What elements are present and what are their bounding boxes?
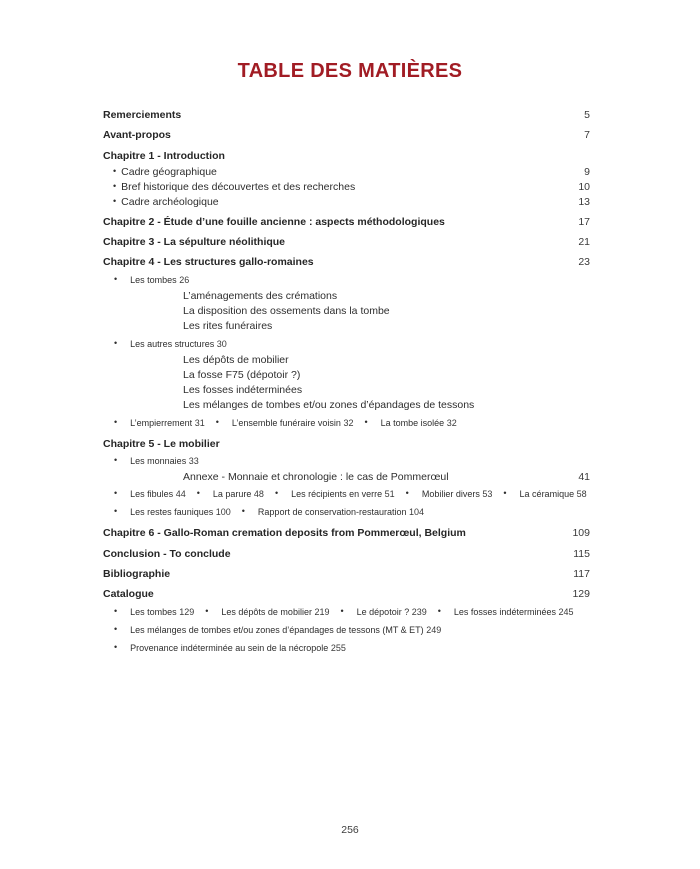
toc-entry-label [103, 289, 556, 304]
toc-entry-text: Chapitre 1 - Introduction [103, 149, 225, 162]
toc-entry-page: 32 [446, 417, 457, 428]
toc-entry-page: 53 [482, 489, 493, 500]
toc-entry [103, 547, 590, 562]
toc-entry [103, 194, 590, 209]
toc-entry-text: Provenance indéterminée au sein de la nécropole [130, 642, 329, 653]
toc-entry-label [103, 398, 556, 413]
toc-entry-text: Mobilier divers [421, 489, 480, 500]
toc-entry-label [194, 607, 312, 617]
toc-entry-label [395, 489, 480, 499]
toc-entry-label [103, 319, 556, 334]
toc-entry [103, 255, 590, 270]
bullet-icon: • [215, 417, 219, 427]
toc-entry-label [103, 567, 556, 582]
bullet-icon: • [364, 417, 368, 427]
toc-entry-label [103, 643, 328, 653]
toc-entry-label [103, 625, 424, 635]
toc-entry-page: 21 [578, 236, 590, 249]
toc-entry-page: 239 [411, 606, 427, 617]
toc-entry-label [103, 489, 173, 499]
toc-entry-label [103, 526, 556, 541]
toc-entry-text: Les fosses indéterminées [183, 384, 303, 397]
toc-entry-page: 30 [216, 338, 227, 349]
toc-entry-text: Chapitre 2 - Étude d’une fouille ancienne : aspects méthodologiques [103, 215, 445, 228]
toc-entry-text: Les autres structures [130, 338, 215, 349]
toc-entry [231, 504, 424, 519]
toc-entry-text: Les tombes [130, 274, 177, 285]
toc-entry-label [103, 255, 556, 270]
toc-entry-page: 10 [578, 181, 590, 194]
toc-entry-text: Les fosses indéterminées [453, 606, 556, 617]
bullet-icon: • [114, 624, 118, 634]
toc-entry-text: La fosse F75 (dépotoir ?) [183, 368, 301, 381]
toc-entry-text: La céramique [519, 489, 575, 500]
toc-entry-page: 9 [584, 165, 590, 178]
bullet-icon: • [113, 196, 117, 207]
toc-entry-label [205, 418, 341, 428]
toc-entry-label [103, 108, 556, 123]
toc-entry-text: L’ensemble funéraire voisin [231, 417, 341, 428]
toc-entry-label [353, 418, 444, 428]
toc-entry-text: Les fibules [130, 489, 174, 500]
toc-entry-label [186, 489, 252, 499]
toc-entry-page: 117 [573, 567, 590, 580]
bullet-icon: • [437, 606, 441, 616]
toc-entry-text: Chapitre 3 - La sépulture néolithique [103, 236, 286, 249]
toc-entry-page: 5 [584, 109, 590, 121]
bullet-icon: • [114, 417, 118, 427]
toc-entry [103, 470, 590, 485]
toc-entry-page: 249 [426, 624, 442, 635]
toc-entry-page: 31 [194, 417, 205, 428]
toc-entry-text: Rapport de conservation-restauration [257, 507, 407, 518]
bullet-icon: • [405, 489, 409, 499]
toc-entry [103, 604, 194, 619]
toc-entry-label [103, 383, 556, 398]
bullet-icon: • [503, 489, 507, 499]
toc-entry [103, 383, 590, 398]
toc-entry-text: Bibliographie [103, 567, 171, 580]
toc-entry-label [103, 456, 186, 466]
toc-entry [330, 604, 427, 619]
bullet-icon: • [340, 606, 344, 616]
toc-entry [103, 504, 231, 519]
bullet-icon: • [114, 338, 118, 348]
bullet-icon: • [274, 489, 279, 499]
toc-entry [103, 164, 590, 179]
toc-entry-page: 255 [330, 642, 346, 653]
toc-entry-page: 41 [578, 471, 590, 484]
toc-entry-page: 219 [314, 606, 330, 617]
toc-entry-text: L’empierrement [130, 417, 193, 428]
toc-entry-page: 129 [572, 588, 590, 601]
toc-entry-label [103, 470, 556, 485]
toc-entry-label [103, 149, 556, 164]
toc-entry-label [103, 437, 556, 452]
toc-entry [103, 336, 227, 351]
toc-entry-text: Chapitre 5 - Le mobilier [103, 437, 220, 450]
footer-page-number: 256 [341, 824, 359, 836]
toc-entry-page: 100 [215, 507, 231, 518]
toc-entry [103, 319, 590, 334]
toc-entry [194, 604, 329, 619]
toc-entry-page: 17 [578, 215, 590, 228]
toc-entry [103, 526, 590, 541]
toc-entry-text: Les dépôts de mobilier [183, 353, 289, 366]
toc-entry-label [427, 607, 556, 617]
toc-entry [103, 640, 346, 655]
toc-entry [492, 486, 586, 501]
toc-entry-label [264, 489, 382, 499]
toc-entry-text: Bref historique des découvertes et des recherches [121, 181, 356, 194]
toc-entry-page: 23 [578, 256, 590, 269]
toc-entry-text: Cadre géographique [121, 165, 217, 178]
toc-entry-text: Les rites funéraires [183, 320, 273, 333]
toc-entry-text: Chapitre 4 - Les structures gallo-romaines [103, 256, 314, 269]
toc-entry-label [103, 304, 556, 319]
toc-entry [103, 235, 590, 250]
toc-entry-text: Les dépôts de mobilier [221, 606, 312, 617]
toc-entry-text: Conclusion - To conclude [103, 547, 231, 560]
bullet-icon: • [114, 274, 118, 284]
toc-entry [103, 486, 186, 501]
toc-entry-text: Les tombes [130, 606, 177, 617]
toc-entry-page: 44 [175, 489, 186, 500]
toc-entry-text: La disposition des ossements dans la tombe [183, 304, 390, 317]
toc-entry [103, 415, 205, 430]
toc-entry [103, 304, 590, 319]
bullet-icon: • [114, 456, 118, 466]
toc-entry-label [103, 275, 177, 285]
toc-entry-label [103, 194, 556, 210]
toc-entry-label [231, 507, 407, 517]
toc-entry-page: 48 [253, 489, 264, 500]
toc-entry [103, 179, 590, 194]
bullet-icon: • [114, 606, 118, 616]
toc-entry [103, 128, 590, 143]
toc-entry-label [103, 607, 177, 617]
toc-entry-label [103, 164, 556, 180]
toc-entry-label [103, 547, 556, 562]
toc-entry [103, 437, 590, 452]
toc-entry-text: Le dépotoir ? [356, 606, 410, 617]
toc-entry [186, 486, 264, 501]
toc-entry-label [103, 128, 556, 143]
toc-entry-page: 58 [576, 489, 587, 500]
bullet-icon: • [114, 507, 118, 517]
toc-entry [103, 567, 590, 582]
bullet-icon: • [113, 181, 117, 192]
toc-entry-label [103, 368, 556, 383]
toc-entry-label [103, 215, 556, 230]
toc-entry-text: Catalogue [103, 588, 154, 601]
toc-entry-label [330, 607, 410, 617]
toc-entry [205, 415, 354, 430]
toc-entry-text: Les restes fauniques [130, 507, 214, 518]
toc-entry-text: Les monnaies [130, 456, 187, 467]
toc-entry-text: La tombe isolée [380, 417, 445, 428]
toc-entry [103, 453, 199, 468]
toc-entry [103, 353, 590, 368]
toc-entry-page: 109 [572, 527, 590, 540]
bullet-icon: • [196, 489, 200, 499]
toc-entry [103, 215, 590, 230]
bullet-icon: • [113, 165, 117, 176]
toc-entry [395, 486, 493, 501]
page-title: TABLE DES MATIÈRES [237, 60, 463, 82]
toc-entry [103, 622, 441, 637]
toc-entry-page: 245 [558, 606, 574, 617]
toc-entry-text: L’aménagements des crémations [183, 289, 338, 302]
toc-entry [353, 415, 456, 430]
toc-entry-page: 51 [384, 489, 395, 500]
toc-entry-label [103, 235, 556, 250]
toc-entry-page: 129 [179, 606, 195, 617]
toc-entry [103, 368, 590, 383]
toc-entry-label [492, 489, 574, 499]
toc-entry-text: Remerciements [103, 109, 182, 121]
toc-entry [103, 272, 189, 287]
bullet-icon: • [114, 642, 118, 652]
toc-entry-text: Avant-propos [103, 129, 171, 142]
toc-entry-page: 104 [409, 507, 425, 518]
toc-entry-page: 115 [573, 547, 590, 560]
table-of-contents [103, 108, 590, 657]
toc-entry-page: 13 [578, 196, 590, 209]
toc-entry-label [103, 587, 556, 602]
bullet-icon: • [205, 606, 209, 616]
toc-entry-text: Les mélanges de tombes et/ou zones d’épandages de tessons (MT & ET) [130, 624, 424, 635]
toc-entry-page: 32 [343, 417, 354, 428]
toc-entry-label [103, 179, 556, 195]
toc-entry [103, 398, 590, 413]
toc-entry-label [103, 507, 213, 517]
toc-entry-text: Les mélanges de tombes et/ou zones d’épandages de tessons [183, 399, 475, 412]
toc-entry-label [103, 353, 556, 368]
toc-entry-page: 33 [188, 456, 199, 467]
toc-entry-text: Les récipients en verre [291, 489, 383, 500]
toc-entry [103, 149, 590, 164]
toc-entry-text: Annexe - Monnaie et chronologie : le cas de Pommerœul [183, 471, 449, 484]
toc-entry [264, 486, 395, 501]
toc-entry-page: 26 [179, 274, 190, 285]
toc-entry-page: 7 [584, 129, 590, 142]
toc-entry [427, 604, 574, 619]
bullet-icon: • [241, 507, 245, 517]
toc-entry-text: Chapitre 6 - Gallo-Roman cremation deposits from Pommerœul, Belgium [103, 527, 466, 540]
bullet-icon: • [114, 489, 118, 499]
toc-entry-label [103, 339, 214, 349]
toc-entry [103, 587, 590, 602]
toc-entry-label [103, 418, 192, 428]
toc-entry-text: La parure [212, 489, 252, 500]
toc-entry-text: Cadre archéologique [121, 196, 219, 209]
toc-entry [103, 108, 590, 123]
toc-entry [103, 289, 590, 304]
